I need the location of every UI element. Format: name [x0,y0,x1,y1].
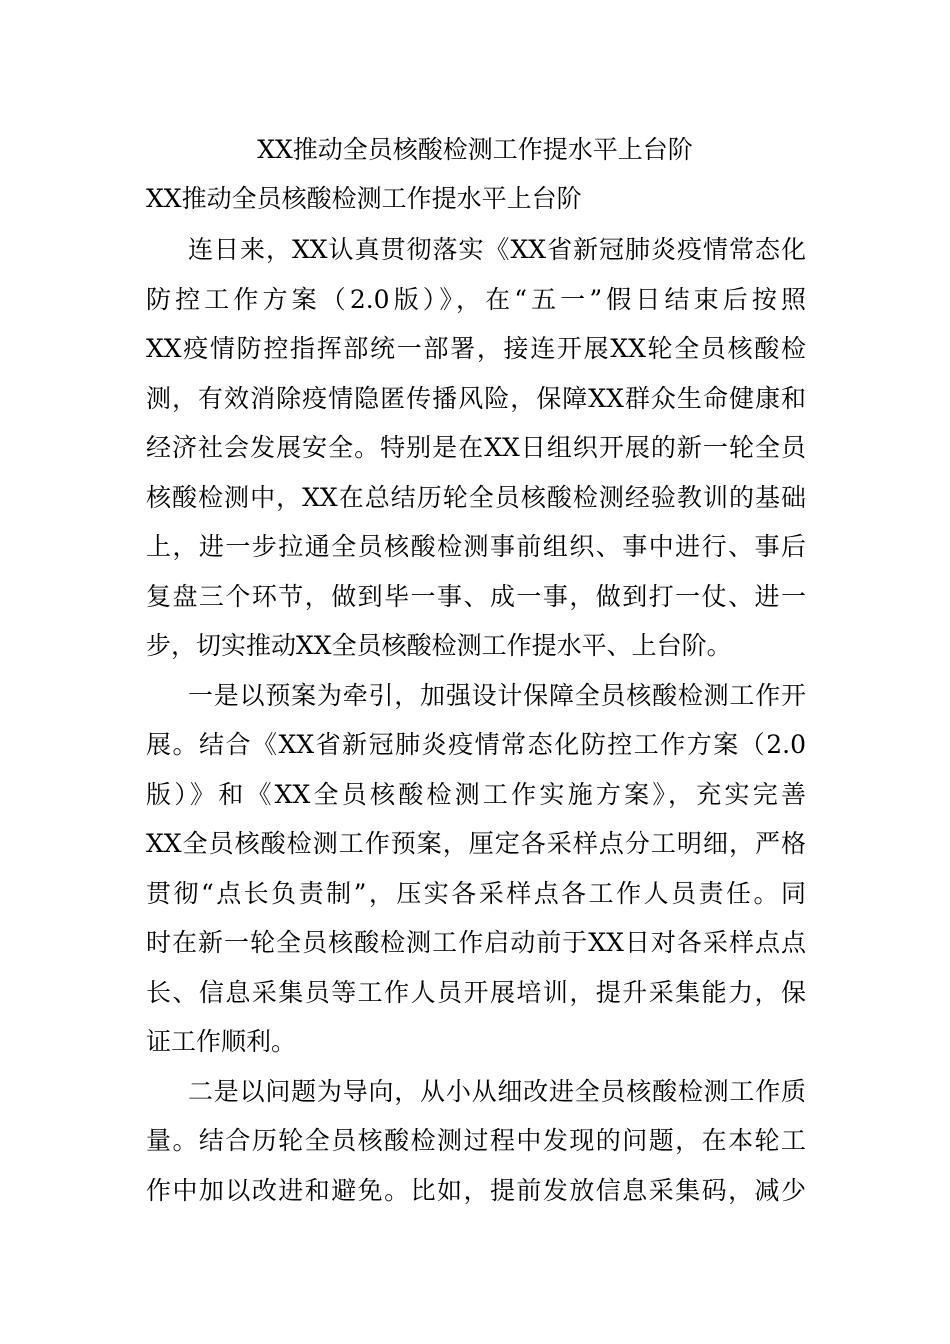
paragraph-3-line-1: 二是以问题为导向，从小从细改进全员核酸检测工作质 [188,1077,806,1106]
paragraph-1-line-4: 测，有效消除疫情隐匿传播风险，保障XX群众生命健康和 [146,384,806,413]
paragraph-1-line-6: 核酸检测中，XX在总结历轮全员核酸检测经验教训的基础 [146,483,806,512]
paragraph-1-line-5: 经济社会发展安全。特别是在XX日组织开展的新一轮全员 [146,433,806,462]
paragraph-2-line-4: XX全员核酸检测工作预案，厘定各采样点分工明细，严格 [146,829,806,858]
paragraph-1-line-1: 连日来，XX认真贯彻落实《XX省新冠肺炎疫情常态化 [188,235,806,264]
paragraph-1-line-9: 步，切实推动XX全员核酸检测工作提水平、上台阶。 [146,631,732,660]
paragraph-2-line-5: 贯彻“点长负责制”，压实各采样点各工作人员责任。同 [146,879,806,908]
paragraph-2-line-2: 展。结合《XX省新冠肺炎疫情常态化防控工作方案（2.0 [146,730,806,759]
paragraph-1-line-8: 复盘三个环节，做到毕一事、成一事，做到打一仗、进一 [146,582,806,611]
paragraph-1-line-7: 上，进一步拉通全员核酸检测事前组织、事中进行、事后 [146,532,806,561]
document-title: XX推动全员核酸检测工作提水平上台阶 [257,135,693,164]
paragraph-2-line-8: 证工作顺利。 [146,1027,297,1056]
paragraph-1-line-3: XX疫情防控指挥部统一部署，接连开展XX轮全员核酸检 [146,334,806,363]
paragraph-2-line-1: 一是以预案为牵引，加强设计保障全员核酸检测工作开 [188,681,806,710]
paragraph-2-line-6: 时在新一轮全员核酸检测工作启动前于XX日对各采样点点 [146,928,806,957]
paragraph-2-line-3: 版）》和《XX全员核酸检测工作实施方案》，充实完善 [146,780,806,809]
document-subtitle: XX推动全员核酸检测工作提水平上台阶 [146,184,582,213]
paragraph-3-line-3: 作中加以改进和避免。比如，提前发放信息采集码，减少 [146,1176,806,1205]
paragraph-3-line-2: 量。结合历轮全员核酸检测过程中发现的问题，在本轮工 [146,1126,806,1155]
paragraph-2-line-7: 长、信息采集员等工作人员开展培训，提升采集能力，保 [146,978,806,1007]
paragraph-1-line-2: 防控工作方案（2.0版）》，在“五一”假日结束后按照 [146,285,806,314]
